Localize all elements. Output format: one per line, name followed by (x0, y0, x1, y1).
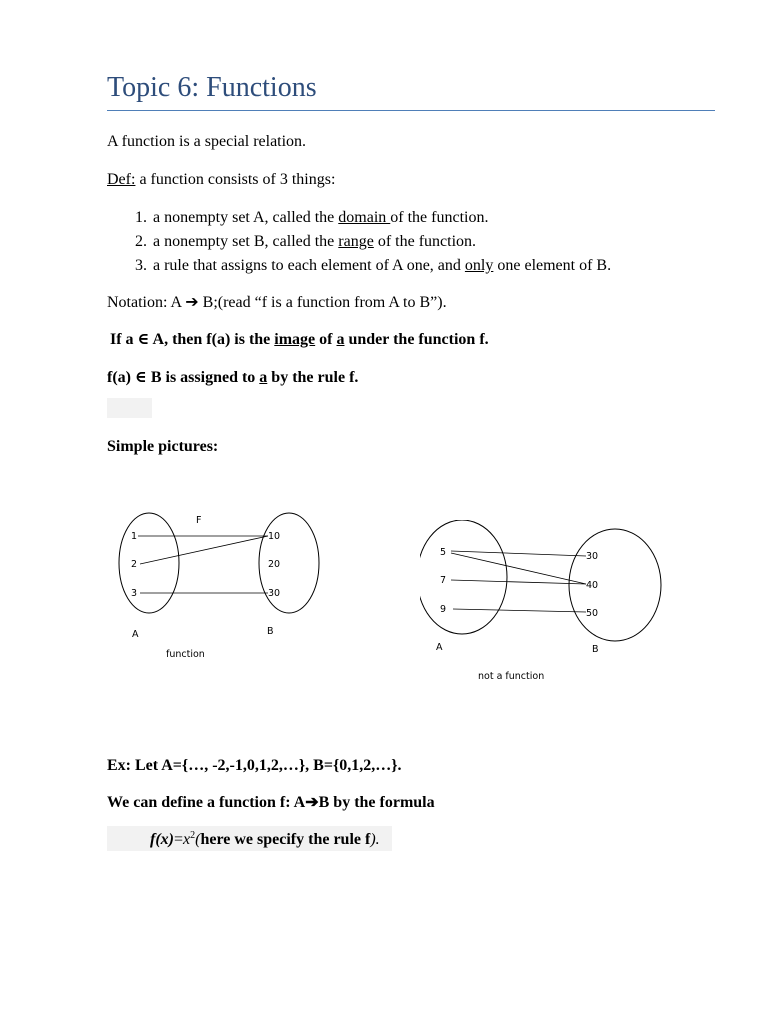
formula-note: here we specify the rule f (200, 831, 371, 848)
set-a-element: 7 (440, 575, 447, 586)
set-a-element: 1 (131, 531, 138, 542)
definition-list (127, 207, 611, 279)
set-b-element: 30 (586, 551, 599, 562)
mapping-f-label: F (196, 515, 202, 526)
diagram-caption: function (166, 649, 205, 660)
right-arrow-icon: ➔ (185, 294, 199, 311)
function-diagram (110, 505, 330, 665)
assigned-text: by the rule f. (267, 369, 359, 386)
example-text: B by the formula (318, 794, 435, 811)
simple-pictures-heading: Simple pictures: (107, 438, 219, 455)
formula-paren: ( (195, 831, 201, 848)
formula-exponent: 2 (190, 830, 196, 841)
not-function-diagram (420, 520, 670, 685)
list-item-text: of the function. (390, 209, 489, 226)
set-a-label: A (132, 629, 139, 640)
image-text: under the function f. (344, 331, 489, 348)
formula-equals: = (173, 831, 184, 848)
term-a: a (259, 369, 268, 386)
list-item-text: a nonempty set A, called the (153, 209, 339, 226)
list-item-text: a nonempty set B, called the (153, 233, 339, 250)
mapping-arrow (453, 609, 586, 612)
image-definition-line (110, 329, 489, 349)
mapping-arrow (451, 580, 586, 584)
set-b-element: 30 (268, 588, 281, 599)
right-arrow-icon: ➔ (305, 794, 319, 811)
set-b-element: 20 (268, 559, 281, 570)
set-a-element: 5 (440, 547, 447, 558)
image-text: If a ∈ A, then f(a) is the (110, 331, 275, 348)
example-line-2 (107, 792, 435, 812)
term-image: image (274, 331, 316, 348)
set-b-label: B (592, 644, 599, 655)
set-b-label: B (267, 626, 274, 637)
set-a-ellipse (420, 520, 507, 634)
formula-close: ). (370, 831, 380, 848)
list-item (151, 231, 611, 252)
list-item-text: one element of B. (493, 257, 612, 274)
term-only: only (464, 257, 494, 274)
example-line-1: Ex: Let A={…, -2,-1,0,1,2,…}, B={0,1,2,…}. (107, 757, 402, 774)
set-a-element: 9 (440, 604, 447, 615)
formula-lhs: f(x) (150, 831, 174, 848)
example-text: We can define a function f: A (107, 794, 306, 811)
list-item (151, 255, 611, 276)
notation-text: B;(read “f is a function from A to B”). (198, 294, 447, 311)
notation-text: Notation: A (107, 294, 186, 311)
page-title: Topic 6: Functions (107, 72, 317, 103)
def-text: a function consists of 3 things: (135, 171, 336, 188)
set-a-ellipse (119, 513, 179, 613)
assigned-text: f(a) ∈ B is assigned to (107, 369, 260, 386)
image-text: of (315, 331, 337, 348)
diagram-caption: not a function (478, 671, 545, 682)
term-domain: domain (338, 209, 391, 226)
formula-variable: x (183, 831, 191, 848)
set-b-element: 40 (586, 580, 599, 591)
set-a-element: 2 (131, 559, 138, 570)
mapping-arrow (140, 536, 268, 564)
title-underline (107, 110, 715, 111)
set-a-label: A (436, 642, 443, 653)
assigned-line (107, 367, 358, 387)
definition-line (107, 171, 335, 189)
list-item (151, 207, 611, 228)
intro-text: A function is a special relation. (107, 133, 307, 150)
term-a: a (336, 331, 345, 348)
term-range: range (338, 233, 374, 250)
set-b-element: 10 (268, 531, 281, 542)
formula-line (150, 831, 380, 849)
mapping-arrow (451, 553, 586, 584)
set-b-element: 50 (586, 608, 599, 619)
mapping-arrow (451, 551, 586, 556)
shaded-blank (107, 398, 152, 418)
list-item-text: a rule that assigns to each element of A one, and (153, 257, 465, 274)
set-b-ellipse (569, 529, 661, 641)
notation-line (107, 292, 447, 312)
set-a-element: 3 (131, 588, 138, 599)
list-item-text: of the function. (373, 233, 477, 250)
def-label: Def: (107, 171, 136, 188)
